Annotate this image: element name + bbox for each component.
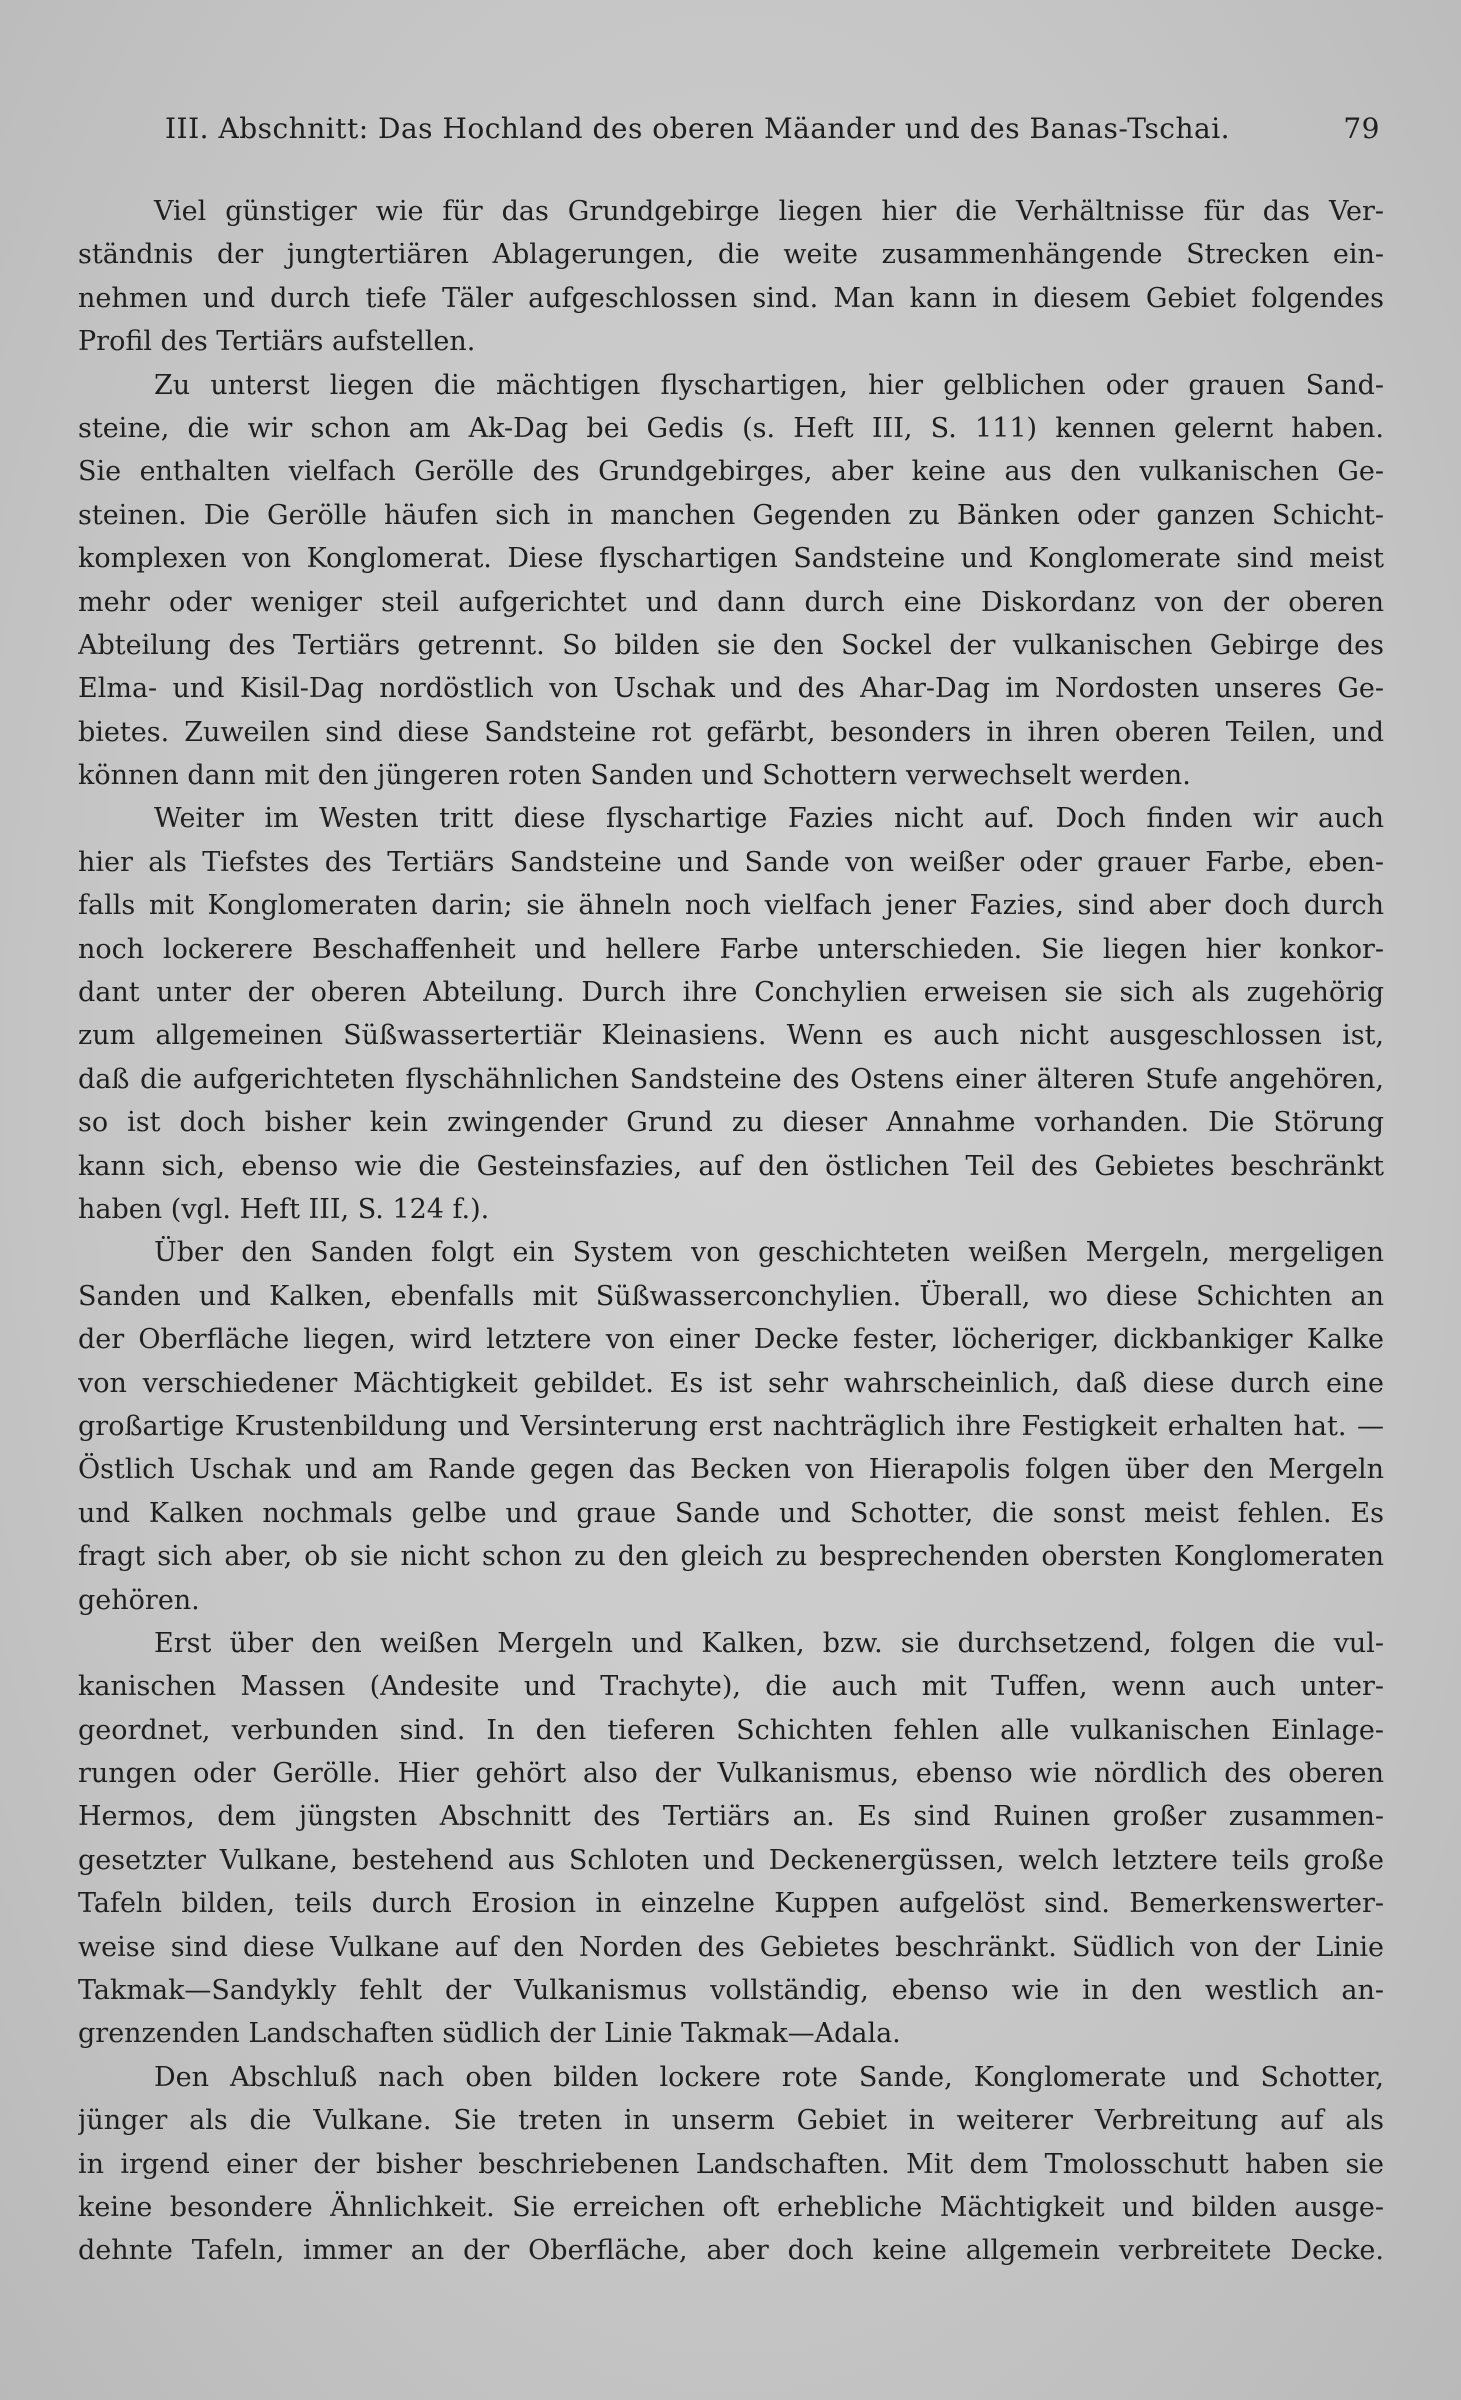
running-header-title: III. Abschnitt: Das Hochland des oberen Mäander und des Banas-Tschai. [165, 112, 1231, 145]
text-line: von verschiedener Mächtigkeit gebildet. Es ist sehr wahrscheinlich, daß diese durch eine [78, 1367, 1384, 1399]
body-text [78, 190, 1384, 2273]
text-line: komplexen von Konglomerat. Diese flyschartigen Sandsteine und Konglomerate sind meist [78, 543, 1384, 575]
text-line: noch lockerere Beschaffenheit und hellere Farbe unterschieden. Sie liegen hier konkor- [78, 933, 1384, 965]
text-line: Weiter im Westen tritt diese flyschartige Fazies nicht auf. Doch finden wir auch [154, 803, 1384, 835]
text-line: Elma- und Kisil-Dag nordöstlich von Uschak und des Ahar-Dag im Nordosten unseres Ge- [78, 673, 1384, 705]
text-line: nehmen und durch tiefe Täler aufgeschlossen sind. Man kann in diesem Gebiet folgendes [78, 282, 1384, 314]
text-line: kanischen Massen (Andesite und Trachyte), die auch mit Tuffen, wenn auch unter- [78, 1671, 1384, 1703]
text-line: steine, die wir schon am Ak-Dag bei Gedis (s. Heft III, S. 111) kennen gelernt haben. [78, 412, 1384, 444]
text-line: gesetzter Vulkane, bestehend aus Schloten und Deckenergüssen, welch letztere teils große [78, 1844, 1384, 1876]
text-line: daß die aufgerichteten flyschähnlichen Sandsteine des Ostens einer älteren Stufe angehören, [78, 1063, 1384, 1095]
text-line: Den Abschluß nach oben bilden lockere rote Sande, Konglomerate und Schotter, [154, 2061, 1384, 2093]
text-line: grenzenden Landschaften südlich der Linie Takmak—Adala. [78, 2018, 901, 2050]
text-line: dehnte Tafeln, immer an der Oberfläche, aber doch keine allgemein verbreitete Decke. [78, 2235, 1384, 2267]
text-line: steinen. Die Gerölle häufen sich in manchen Gegenden zu Bänken oder ganzen Schicht- [78, 499, 1384, 531]
text-line: Viel günstiger wie für das Grundgebirge liegen hier die Verhältnisse für das Ver- [154, 196, 1384, 227]
text-line: rungen oder Gerölle. Hier gehört also der Vulkanismus, ebenso wie nördlich des oberen [78, 1758, 1384, 1790]
text-line: in irgend einer der bisher beschriebenen Landschaften. Mit dem Tmolosschutt haben sie [78, 2148, 1384, 2180]
text-line: mehr oder weniger steil aufgerichtet und dann durch eine Diskordanz von der oberen [78, 586, 1384, 618]
text-line: so ist doch bisher kein zwingender Grund zu dieser Annahme vorhanden. Die Störung [78, 1107, 1384, 1139]
running-header [165, 112, 1380, 162]
text-line: haben (vgl. Heft III, S. 124 f.). [78, 1193, 490, 1225]
text-line: Takmak—Sandykly fehlt der Vulkanismus vollständig, ebenso wie in den westlich an- [78, 1975, 1384, 2007]
text-line: keine besondere Ähnlichkeit. Sie erreichen oft erhebliche Mächtigkeit und bilden ausge- [78, 2191, 1384, 2223]
text-line: Abteilung des Tertiärs getrennt. So bilden sie den Sockel der vulkanischen Gebirge des [78, 629, 1384, 661]
text-line: gehören. [78, 1584, 200, 1616]
text-line: der Oberfläche liegen, wird letztere von einer Decke fester, löcheriger, dickbankiger Kalke [78, 1324, 1384, 1356]
text-line: kann sich, ebenso wie die Gesteinsfazies, auf den östlichen Teil des Gebietes beschränkt [78, 1150, 1384, 1182]
text-line: und Kalken nochmals gelbe und graue Sande und Schotter, die sonst meist fehlen. Es [78, 1497, 1384, 1529]
text-line: falls mit Konglomeraten darin; sie ähneln noch vielfach jener Fazies, sind aber doch durch [78, 890, 1384, 922]
text-line: Zu unterst liegen die mächtigen flyschartigen, hier gelblichen oder grauen Sand- [154, 369, 1384, 401]
text-line: Profil des Tertiärs aufstellen. [78, 326, 476, 358]
text-line: dant unter der oberen Abteilung. Durch ihre Conchylien erweisen sie sich als zugehörig [78, 977, 1384, 1009]
text-line: Über den Sanden folgt ein System von geschichteten weißen Mergeln, mergeligen [154, 1237, 1384, 1269]
text-line: weise sind diese Vulkane auf den Norden des Gebietes beschränkt. Südlich von der Linie [78, 1931, 1384, 1963]
text-line: ständnis der jungtertiären Ablagerungen, die weite zusammenhängende Strecken ein- [78, 239, 1384, 271]
text-line: Erst über den weißen Mergeln und Kalken, bzw. sie durchsetzend, folgen die vul- [154, 1627, 1384, 1659]
text-line: jünger als die Vulkane. Sie treten in unserm Gebiet in weiterer Verbreitung auf als [78, 2105, 1384, 2137]
text-line: zum allgemeinen Süßwassertertiär Kleinasiens. Wenn es auch nicht ausgeschlossen ist, [78, 1020, 1384, 1052]
text-line: Hermos, dem jüngsten Abschnitt des Tertiärs an. Es sind Ruinen großer zusammen- [78, 1801, 1384, 1833]
text-line: fragt sich aber, ob sie nicht schon zu den gleich zu besprechenden obersten Konglomeraten [78, 1541, 1384, 1573]
text-line: Östlich Uschak und am Rande gegen das Becken von Hierapolis folgen über den Mergeln [78, 1454, 1384, 1486]
text-line: bietes. Zuweilen sind diese Sandsteine rot gefärbt, besonders in ihren oberen Teilen, und [78, 716, 1384, 748]
page-number: 79 [1343, 112, 1380, 145]
text-line: Tafeln bilden, teils durch Erosion in einzelne Kuppen aufgelöst sind. Bemerkenswerter- [78, 1888, 1384, 1920]
text-line: geordnet, verbunden sind. In den tieferen Schichten fehlen alle vulkanischen Einlage- [78, 1714, 1384, 1746]
text-line: können dann mit den jüngeren roten Sanden und Schottern verwechselt werden. [78, 760, 1191, 792]
text-line: hier als Tiefstes des Tertiärs Sandsteine und Sande von weißer oder grauer Farbe, eben- [78, 846, 1384, 878]
text-line: Sanden und Kalken, ebenfalls mit Süßwasserconchylien. Überall, wo diese Schichten an [78, 1280, 1384, 1312]
text-line: großartige Krustenbildung und Versinterung erst nachträglich ihre Festigkeit erhalten hat. — [78, 1410, 1384, 1442]
text-line: Sie enthalten vielfach Gerölle des Grundgebirges, aber keine aus den vulkanischen Ge- [78, 456, 1384, 488]
